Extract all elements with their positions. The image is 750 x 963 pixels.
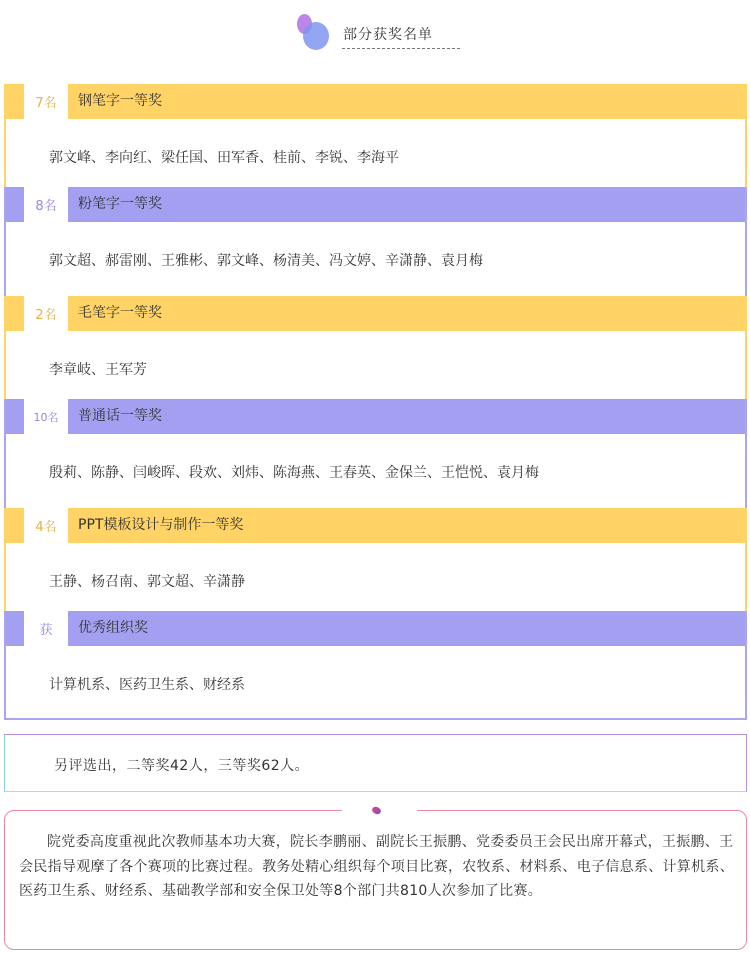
title-underline xyxy=(342,48,460,49)
award-section-organization xyxy=(4,611,747,720)
award-band xyxy=(6,399,745,434)
award-section-ppt xyxy=(4,508,747,611)
award-section-mandarin xyxy=(4,399,747,508)
winner-names: 王静、杨召南、郭文超、辛潇静 xyxy=(49,574,245,590)
award-title: 优秀组织奖 xyxy=(78,620,148,636)
award-band xyxy=(6,296,745,331)
award-section-chalk xyxy=(4,187,747,296)
winner-names: 郭文超、郝雷刚、王雅彬、郭文峰、杨清美、冯文婷、辛潇静、袁月梅 xyxy=(49,253,483,269)
winner-names: 李章岐、王军芳 xyxy=(49,362,147,378)
count-badge: 2名 xyxy=(24,296,68,331)
count-badge: 获 xyxy=(24,611,68,646)
winner-names: 计算机系、医药卫生系、财经系 xyxy=(49,677,245,693)
award-title: 粉笔字一等奖 xyxy=(78,196,162,212)
award-section-pen xyxy=(4,84,747,187)
summary-box xyxy=(4,810,747,950)
award-title: 普通话一等奖 xyxy=(78,408,162,424)
award-title: PPT模板设计与制作一等奖 xyxy=(78,517,244,533)
count-badge: 8名 xyxy=(24,187,68,222)
additional-awards-note xyxy=(4,734,747,792)
award-band xyxy=(6,508,745,543)
award-title: 毛笔字一等奖 xyxy=(78,305,162,321)
award-title: 钢笔字一等奖 xyxy=(78,93,162,109)
section-title: 部分获奖名单 xyxy=(343,27,433,43)
winner-names: 郭文峰、李向红、梁任国、田军香、桂前、李锐、李海平 xyxy=(49,150,399,166)
section-header xyxy=(0,0,750,60)
award-band xyxy=(6,187,745,222)
count-badge: 10名 xyxy=(24,399,68,434)
decor-dot-icon xyxy=(371,805,382,815)
award-band xyxy=(6,84,745,119)
note-text: 另评选出，二等奖42人，三等奖62人。 xyxy=(54,758,310,774)
count-badge: 4名 xyxy=(24,508,68,543)
award-section-brush xyxy=(4,296,747,399)
winner-names: 殷莉、陈静、闫峻晖、段欢、刘炜、陈海燕、王春英、金保兰、王恺悦、袁月梅 xyxy=(49,465,539,481)
award-list xyxy=(4,84,747,720)
summary-paragraph: 院党委高度重视此次教师基本功大赛，院长李鹏丽、副院长王振鹏、党委委员王会民出席开幕式，王振鹏、王会民指导观摩了各个赛项的比赛过程。教务处精心组织每个项目比赛，农牧系、材料系、电子信息系、计算机系、医药卫生系、财经系、基础教学部和安全保卫处等8个部门共810人次参加了比赛。 xyxy=(19,834,734,899)
award-band xyxy=(6,611,745,646)
count-badge: 7名 xyxy=(24,84,68,119)
decor-circle-icon xyxy=(303,22,329,50)
